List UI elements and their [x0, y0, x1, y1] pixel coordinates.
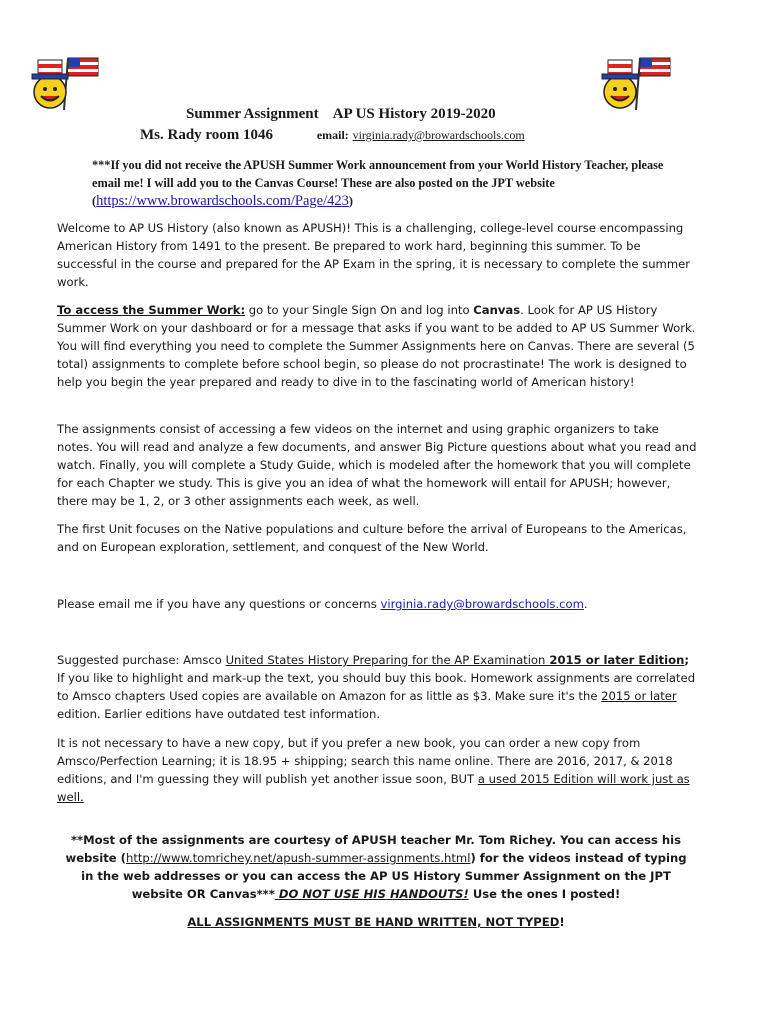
handouts-warning: DO NOT USE HIS HANDOUTS! [274, 887, 469, 901]
notice-text: ***If you did not receive the APUSH Summer Work announcement from your World History Teacher, please email me! I will add you to the Canvas Course! These are also posted on the JPT website ( [92, 158, 664, 208]
purchase-paragraph [57, 651, 697, 723]
notice-close: ) [348, 194, 353, 208]
teacher-email-link[interactable]: virginia.rady@browardschools.com [352, 128, 525, 142]
unit-paragraph: The first Unit focuses on the Native populations and culture before the arrival of Europeans to the Americas, and on European exploration, settlement, and conquest of the New World. [57, 522, 687, 554]
final-note [60, 913, 692, 931]
contact-email-link[interactable]: virginia.rady@browardschools.com [380, 597, 584, 611]
access-lead: To access the Summer Work: [57, 303, 246, 317]
access-paragraph [57, 301, 697, 391]
jpt-website-link[interactable]: https://www.browardschools.com/Page/423 [96, 193, 349, 209]
new-copy-text: It is not necessary to have a new copy, but if you prefer a new book, you can order a new copy from Amsco/Perfection Learning; it is 18.95 + shipping; search this name online. There are 2016, 2017, & 2018 editions, and I'm guessing they will publish yet another issue soon, BUT [57, 736, 673, 786]
credit-text-3: Use the ones I posted! [468, 887, 621, 901]
purchase-lead: Suggested purchase: Amsco [57, 653, 226, 667]
contact-end: . [583, 597, 588, 611]
assignments-paragraph: The assignments consist of accessing a few videos on the internet and using graphic organizers to take notes. You will read and analyze a few documents, and answer Big Picture questions about what you read and watch. Finally, you will complete a Study Guide, which is modeled after the homework that you will complete for each Chapter we study. This is give you an idea of what the homework will entail for APUSH; however, there may be 1, 2, or 3 other assignments each week, as well. [57, 422, 697, 508]
welcome-paragraph: Welcome to AP US History (also known as APUSH)! This is a challenging, college-level course encompassing American History from 1491 to the present. Be prepared to work hard, beginning this summer. To be successful in the course and prepared for the AP Exam in the spring, it is necessary to complete the summer work. [57, 221, 691, 289]
final-note-text: ALL ASSIGNMENTS MUST BE HAND WRITTEN, NOT TYPED [187, 915, 560, 929]
credit-text-2: ) for the videos instead of typing in the web addresses or you can access the AP US History Summer Assignment on the JPT website OR Canvas*** [81, 851, 687, 901]
new-copy-paragraph [57, 734, 697, 806]
teacher-name: Ms. Rady room 1046 [140, 127, 274, 143]
contact-paragraph [57, 595, 697, 613]
teacher-line [0, 127, 770, 144]
access-text-1: go to your Single Sign On and log into [245, 303, 474, 317]
credit-paragraph [60, 831, 692, 903]
page-title [0, 106, 770, 123]
book-title: United States History Preparing for the AP Examination [225, 653, 546, 667]
used-edition-note: a used 2015 Edition will work just as well. [57, 772, 690, 804]
edition-semicolon: ; [684, 653, 689, 667]
edition-text-2: 2015 or later [601, 689, 677, 703]
access-text-2: . Look for AP US History Summer Work on your dashboard or for a message that asks if you want to be added to AP US Summer Work. You will find everything you need to complete the Summer Assignments here on Canvas. There are several (5 total) assignments to complete before school begin, so please do not procrastinate! The work is designed to help you begin the year prepared and ready to dive in to the fascinating world of American history! [57, 303, 696, 389]
notice-paragraph [92, 156, 692, 210]
purchase-text-2: edition. Earlier editions have outdated test information. [57, 707, 381, 721]
title-text: Summer Assignment [186, 106, 319, 122]
contact-text: Please email me if you have any questions or concerns [57, 597, 381, 611]
tomrichey-link[interactable]: http://www.tomrichey.net/apush-summer-assignments.html [125, 851, 471, 865]
canvas-label: Canvas [473, 303, 521, 317]
final-note-end: ! [559, 915, 565, 929]
email-label: email: [316, 128, 349, 142]
purchase-text-1: If you like to highlight and mark-up the text, you should buy this book. Homework assignments are correlated to Amsco chapters Used copies are available on Amazon for as little as $3. Make sure it's the [57, 671, 696, 703]
edition-text: 2015 or later Edition [545, 653, 685, 667]
course-text: AP US History 2019-2020 [332, 106, 496, 122]
credit-text-1: **Most of the assignments are courtesy of APUSH teacher Mr. Tom Richey. You can access his website ( [65, 833, 682, 865]
